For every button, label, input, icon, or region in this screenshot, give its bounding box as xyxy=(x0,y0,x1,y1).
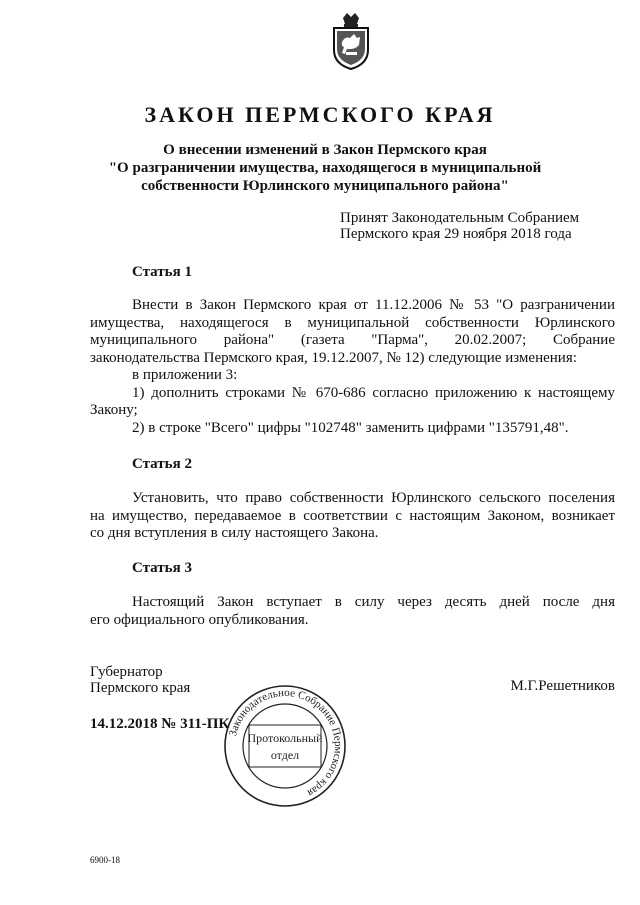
text-line: в приложении 3: xyxy=(132,367,238,383)
stamp-ring-text: Законодательное Собрание Пермского края xyxy=(227,686,345,799)
coat-of-arms-icon xyxy=(330,12,372,70)
article-2-heading: Статья 2 xyxy=(132,456,192,472)
footer-code: 6900-18 xyxy=(90,855,120,865)
law-date-number: 14.12.2018 № 311-ПК xyxy=(90,716,230,732)
article-2-text xyxy=(90,490,615,543)
subtitle-line: О внесении изменений в Закон Пермского края xyxy=(163,142,487,158)
adoption-line: Принят Законодательным Собранием xyxy=(340,210,580,226)
text-line: со дня вступления в силу настоящего Закона. xyxy=(90,525,379,541)
article-1-text xyxy=(90,297,615,437)
text-line: Внести в Закон Пермского края от 11.12.2006 № 53 "О разграничении xyxy=(132,297,615,313)
text-line: имущества, находящегося в муниципальной собственности Юрлинского xyxy=(90,314,615,331)
text-line: на имущество, передаваемое в соответствии с настоящим Законом, возникает xyxy=(90,507,615,524)
article-1-heading: Статья 1 xyxy=(132,264,192,280)
signatory-position xyxy=(90,664,190,696)
subtitle-line: "О разграничении имущества, находящегося в муниципальной xyxy=(108,160,542,176)
position-line: Губернатор xyxy=(90,664,163,680)
law-subtitle xyxy=(60,141,590,195)
stamp-inner-line: отдел xyxy=(270,748,300,762)
text-line: 2) в строке "Всего" цифры "102748" заменить цифрами "135791,48". xyxy=(132,419,569,436)
text-line: законодательства Пермского края, 19.12.2007, № 12) следующие изменения: xyxy=(90,349,577,366)
text-line: муниципального района" (газета "Парма", 20.02.2007; Собрание xyxy=(90,332,615,348)
text-line: Настоящий Закон вступает в силу через десять дней после дня xyxy=(132,594,615,610)
subtitle-line: собственности Юрлинского муниципального района" xyxy=(141,178,509,194)
adoption-note xyxy=(340,210,579,242)
official-stamp xyxy=(222,683,348,809)
stamp-inner-line: Протокольный xyxy=(247,731,323,745)
text-line: его официального опубликования. xyxy=(90,611,309,628)
text-line: Установить, что право собственности Юрлинского сельского поселения xyxy=(132,490,615,506)
article-3-text xyxy=(90,594,615,629)
text-line: Закону; xyxy=(90,402,138,418)
signatory-name: М.Г.Решетников xyxy=(510,678,615,694)
adoption-line: Пермского края 29 ноября 2018 года xyxy=(340,226,572,242)
article-3-heading: Статья 3 xyxy=(132,560,192,576)
page-title: ЗАКОН ПЕРМСКОГО КРАЯ xyxy=(144,102,496,127)
position-line: Пермского края xyxy=(90,680,191,696)
text-line: 1) дополнить строками № 670-686 согласно приложению к настоящему xyxy=(132,384,615,401)
